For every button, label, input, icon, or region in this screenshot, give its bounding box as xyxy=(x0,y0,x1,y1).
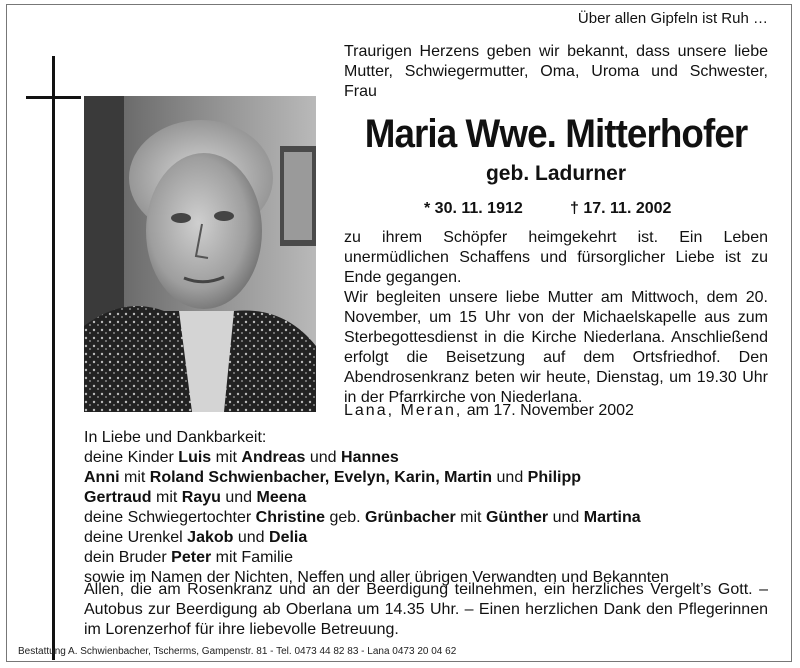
family-line: sowie im Namen der Nichten, Neffen und aller übrigen Verwandten und Bekannten xyxy=(84,569,669,586)
birth-name: geb. Ladurner xyxy=(485,162,627,185)
name-span: Gertraud xyxy=(84,489,152,506)
cross-icon-horizontal xyxy=(26,96,81,99)
text-span: dein Bruder xyxy=(84,549,172,566)
text-span: und xyxy=(233,529,270,546)
name-span: Anni xyxy=(84,469,120,486)
text-span: und xyxy=(548,509,584,526)
name-span: Hannes xyxy=(341,449,399,466)
name-span: Grünbacher xyxy=(365,509,456,526)
family-heading: In Liebe und Dankbarkeit: xyxy=(84,429,267,446)
closing-thanks: Allen, die am Rosenkranz und an der Beerdigung teilnehmen, ein herzliches Vergelt’s Gott. – Autobus zur Beerdigung ab Oberlana um 14.35 Uhr. – Einen herzlichen Dank den Pflegerinnen im Lorenzerhof für ihre liebevolle Betreuung. xyxy=(84,581,768,638)
death-date: † 17. 11. 2002 xyxy=(570,200,672,217)
name-span: Christine xyxy=(255,509,325,526)
name-span: Delia xyxy=(269,529,308,546)
family-line xyxy=(84,528,774,548)
name-span: Roland Schwienbacher, Evelyn, Karin, Martin xyxy=(149,469,493,486)
place-date xyxy=(344,402,634,420)
portrait-photo xyxy=(84,96,316,412)
body-paragraph: zu ihrem Schöpfer heimgekehrt ist. Ein Leben unermüdlichen Schaffens und fürsorglicher Liebe ist zu Ende gegangen. xyxy=(344,229,768,286)
text-span: und xyxy=(492,469,528,486)
text-span: mit xyxy=(211,449,242,466)
family-line xyxy=(84,468,774,488)
poem-quote: Über allen Gipfeln ist Ruh … xyxy=(577,10,768,27)
cross-icon-vertical xyxy=(52,56,55,660)
name-span: Philipp xyxy=(527,469,581,486)
deceased-name: Maria Wwe. Mitterhofer xyxy=(364,112,748,156)
name-span: Luis xyxy=(178,449,212,466)
text-span: deine Schwiegertochter xyxy=(84,509,256,526)
name-span: Rayu xyxy=(181,489,221,506)
family-line xyxy=(84,488,774,508)
text-span: mit xyxy=(455,509,486,526)
text-span: geb. xyxy=(325,509,366,526)
text-span: mit xyxy=(151,489,182,506)
birth-date: * 30. 11. 1912 xyxy=(424,200,523,217)
text-span: mit Familie xyxy=(211,549,293,566)
text-span: deine Urenkel xyxy=(84,529,188,546)
family-line xyxy=(84,508,774,528)
name-span: Günther xyxy=(485,509,549,526)
text-span: deine Kinder xyxy=(84,449,179,466)
notice-date: am 17. November 2002 xyxy=(466,402,634,419)
announcement-body xyxy=(344,228,768,408)
body-paragraph: Wir begleiten unsere liebe Mutter am Mittwoch, dem 20. November, um 15 Uhr von der Michaelskapelle aus zum Sterbegottesdienst in die Kirche Niederlana. Anschließend erfolgt die Beisetzung auf dem Ortsfriedhof. Den Abendrosenkranz beten wir heute, Dienstag, um 19.30 Uhr in der Pfarrkirche von Niederlana. xyxy=(344,289,768,406)
text-span: mit xyxy=(119,469,150,486)
name-span: Andreas xyxy=(241,449,306,466)
name-span: Jakob xyxy=(187,529,234,546)
place-names: Lana, Meran, xyxy=(344,402,463,419)
name-span: Martina xyxy=(583,509,641,526)
intro-text: Traurigen Herzens geben wir bekannt, dass unsere liebe Mutter, Schwiegermutter, Oma, Uroma und Schwester, Frau xyxy=(344,43,768,100)
family-line xyxy=(84,448,774,468)
family-line xyxy=(84,548,774,568)
funeral-home-footer: Bestattung A. Schwienbacher, Tscherms, Gampenstr. 81 - Tel. 0473 44 82 83 - Lana 0473 20 04 62 xyxy=(18,646,457,657)
text-span: und xyxy=(305,449,342,466)
text-span: und xyxy=(220,489,257,506)
name-span: Peter xyxy=(171,549,212,566)
family-list xyxy=(84,428,774,588)
name-span: Meena xyxy=(256,489,307,506)
